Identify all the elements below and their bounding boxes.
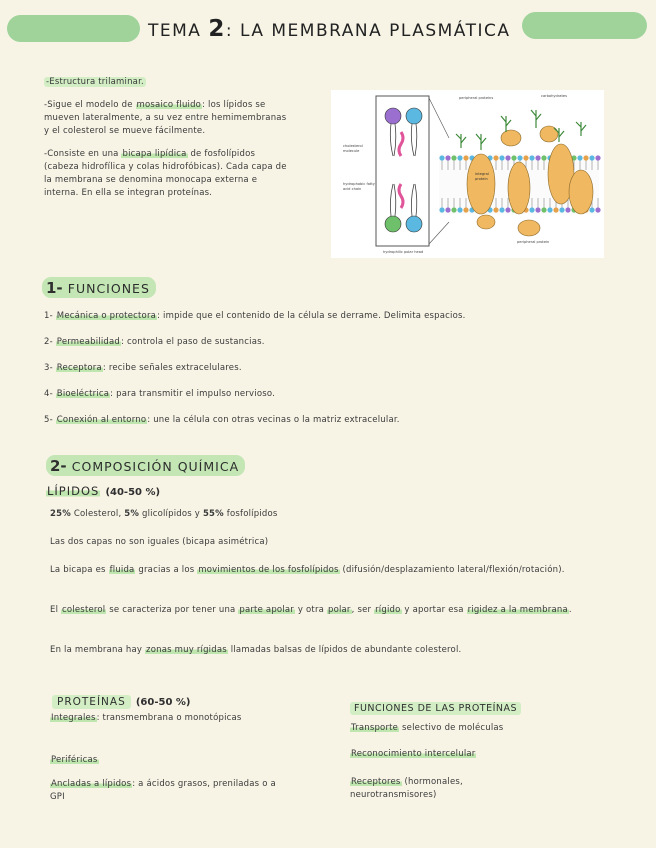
polar-head-icon <box>385 216 401 232</box>
title-number: 2 <box>208 16 226 42</box>
lipid-head <box>541 207 546 212</box>
funciones-list <box>44 310 634 440</box>
lipid-head <box>505 207 510 212</box>
lipid-head <box>529 155 534 160</box>
lipid-head <box>463 207 468 212</box>
intro-p3: -Consiste en una bicapa lipídica de fosfolípidos (cabeza hidrofílica y colas hidrofóbicas). Cada capa de la membrana se denomina monocapa externa e interna. En ella se integran proteínas. <box>44 149 287 198</box>
composicion-heading-bg: 2- COMPOSICIÓN QUÍMICA <box>46 455 245 476</box>
lipid-head <box>589 155 594 160</box>
lipidos-line-4: El colesterol se caracteriza por tener una parte apolar y otra polar, ser rígido y aportar esa rigidez a la membrana. <box>50 605 572 615</box>
proteinas-heading: PROTEÍNAS (60-50 %) <box>52 690 190 709</box>
lipid-head <box>511 155 516 160</box>
lipidos-line-5: En la membrana hay zonas muy rígidas llamadas balsas de lípidos de abundante colesterol. <box>50 645 462 655</box>
funcion-item: 4- Bioeléctrica: para transmitir el impulso nervioso. <box>44 389 276 399</box>
carbohydrate-icon <box>456 110 586 150</box>
lipid-head <box>565 207 570 212</box>
lipidos-line-2: Las dos capas no son iguales (bicapa asimétrica) <box>50 537 269 547</box>
diagram-label-polar-head: hydrophilic polar head <box>383 250 424 254</box>
lipidos-line-1: 25% Colesterol, 5% glicolípidos y 55% fosfolípidos <box>50 509 278 519</box>
lipid-head <box>577 155 582 160</box>
peripheral-protein-icon <box>501 130 521 146</box>
lipid-head <box>589 207 594 212</box>
funcion-item: 5- Conexión al entorno: une la célula con otras vecinas o la matriz extracelular. <box>44 415 400 425</box>
lipid-head <box>457 155 462 160</box>
integral-protein-icon <box>467 154 495 214</box>
diagram-label-peripheral-bottom: peripheral protein <box>517 240 550 244</box>
peripheral-protein-icon <box>518 220 540 236</box>
lipid-head <box>493 155 498 160</box>
lipid-head <box>451 155 456 160</box>
lipid-head <box>517 155 522 160</box>
lipid-head <box>529 207 534 212</box>
proteinas-list <box>50 712 290 804</box>
proteina-item: Integrales: transmembrana o monotópicas <box>51 713 242 723</box>
diagram-label-integral: integral protein <box>475 172 489 181</box>
cholesterol-icon <box>399 132 403 156</box>
lipid-head <box>535 207 540 212</box>
lipid-head <box>547 207 552 212</box>
polar-head-icon <box>406 216 422 232</box>
lipid-head <box>493 207 498 212</box>
lipid-head <box>463 155 468 160</box>
title-pill-left <box>7 15 140 42</box>
funcion-item: 2- Permeabilidad: controla el paso de sustancias. <box>44 337 265 347</box>
funciones-heading <box>42 278 156 297</box>
lipid-head <box>439 207 444 212</box>
integral-protein-icon <box>508 162 530 214</box>
funcion-proteina-item: Transporte selectivo de moléculas <box>351 723 504 733</box>
funciones-proteinas-heading: FUNCIONES DE LAS PROTEÍNAS <box>350 696 521 715</box>
lipid-head <box>439 155 444 160</box>
lipid-head <box>445 155 450 160</box>
diagram-label-carbohydrates: carbohydrates <box>541 94 567 98</box>
proteina-item: Periféricas <box>51 755 98 765</box>
membrane-diagram <box>331 90 604 258</box>
lipid-head <box>559 207 564 212</box>
funcion-proteina-item: Reconocimiento intercelular <box>351 749 476 759</box>
lipid-head <box>451 207 456 212</box>
lipid-head <box>505 155 510 160</box>
lipid-head <box>457 207 462 212</box>
funcion-item: 1- Mecánica o protectora: impide que el contenido de la célula se derrame. Delimita espacios. <box>44 311 466 321</box>
page-title: TEMA 2: LA MEMBRANA PLASMÁTICA <box>148 16 511 42</box>
peripheral-protein-icon <box>540 126 558 142</box>
diagram-label-fatty-acid: hydrophobic fatty acid chain <box>343 182 375 191</box>
lipid-head <box>553 207 558 212</box>
cholesterol-icon <box>399 184 403 208</box>
lipidos-heading: LÍPIDOS (40-50 %) <box>47 484 161 498</box>
integral-protein-icon <box>569 170 593 214</box>
lipid-head <box>583 155 588 160</box>
lipid-head <box>499 207 504 212</box>
intro-p2: -Sigue el modelo de mosaico fluido: los lípidos se mueven lateralmente, a su vez entre hemimembranas y el colesterol se mueve fácilmente. <box>44 100 287 136</box>
membrane-diagram-svg <box>331 90 604 258</box>
lipid-head <box>595 155 600 160</box>
diagram-label-cholesterol: cholesterol molecule <box>343 144 363 153</box>
lipidos-line-3: La bicapa es fluida gracias a los movimientos de los fosfolípidos (difusión/desplazamiento lateral/flexión/rotación). <box>50 565 565 575</box>
intro-text <box>44 76 292 200</box>
lipid-head <box>595 207 600 212</box>
proteina-item: Ancladas a lípidos: a ácidos grasos, preniladas o a GPI <box>50 779 276 802</box>
funcion-proteina-item: Receptores (hormonales, neurotransmisores) <box>350 777 463 800</box>
funciones-heading-bg: 1- FUNCIONES <box>42 277 156 298</box>
title-pill-right <box>522 12 647 39</box>
lipid-head <box>445 207 450 212</box>
funcion-item: 3- Receptora: recibe señales extracelulares. <box>44 363 242 373</box>
lipidos-text <box>50 508 640 670</box>
funciones-proteinas-list <box>350 722 550 802</box>
lipid-head <box>499 155 504 160</box>
diagram-label-peripheral-top: peripheral proteins <box>459 96 494 100</box>
lipid-head <box>523 155 528 160</box>
peripheral-protein-icon <box>477 215 495 229</box>
lipid-head <box>541 155 546 160</box>
polar-head-icon <box>385 108 401 124</box>
polar-head-icon <box>406 108 422 124</box>
lipid-head <box>535 155 540 160</box>
composicion-heading <box>46 456 245 475</box>
intro-p1: -Estructura trilaminar. <box>46 77 144 87</box>
